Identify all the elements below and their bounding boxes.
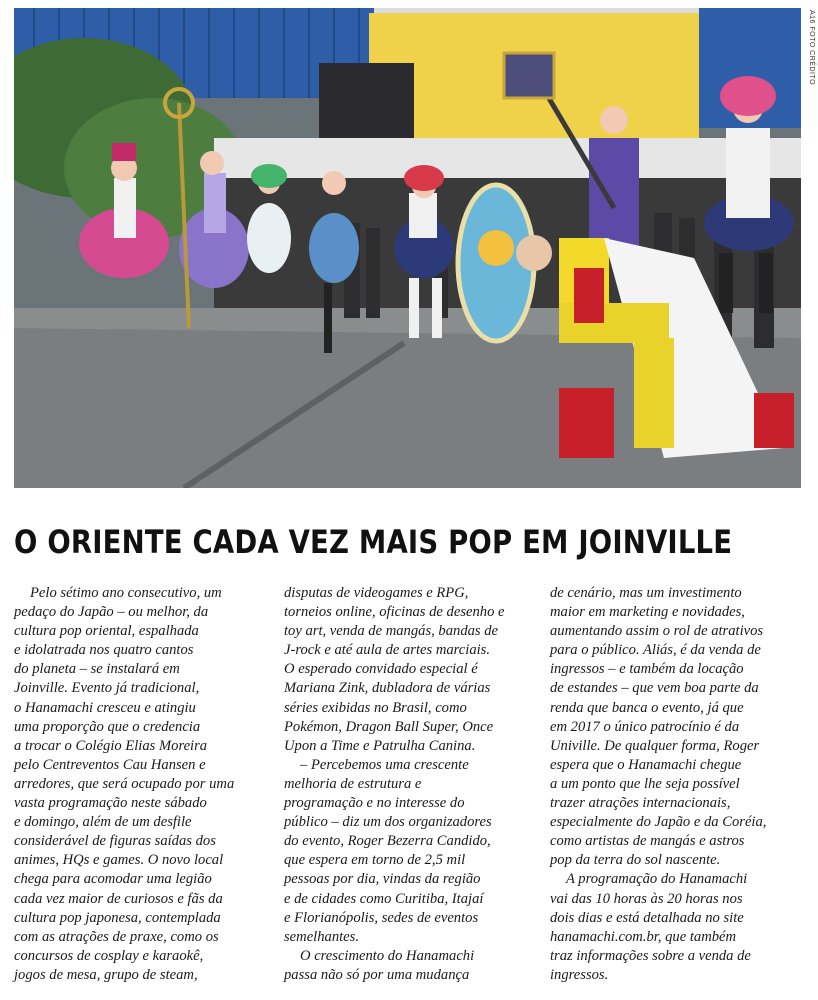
article-line: Mariana Zink, dubladora de várias: [284, 680, 491, 697]
article-line: e de cidades como Curitiba, Itajaí: [284, 890, 484, 907]
article-headline: O ORIENTE CADA VEZ MAIS POP EM JOINVILLE: [14, 523, 733, 561]
article-line: passa não só por uma mudança: [284, 966, 470, 983]
article-line: Upon a Time e Patrulha Canina.: [284, 737, 476, 754]
article-line: pedaço do Japão – ou melhor, da: [14, 604, 209, 621]
article-line: em 2017 o único patrocínio é da: [550, 718, 740, 735]
article-line: semelhantes.: [284, 928, 359, 945]
cosplay-photo-illustration: [14, 8, 801, 488]
article-line: que espera em torno de 2,5 mil: [284, 852, 466, 869]
article-line: trazer atrações internacionais,: [550, 795, 731, 812]
article-line: cultura pop japonesa, contemplada: [14, 909, 221, 926]
article-line: melhoria de estrutura e: [284, 775, 422, 792]
article-line: toy art, venda de mangás, bandas de: [284, 623, 499, 640]
article-line: vasta programação neste sábado: [14, 795, 207, 812]
article-line: do evento, Roger Bezerra Candido,: [284, 833, 491, 850]
article-line: e Florianópolis, sedes de eventos: [284, 909, 479, 926]
article-line: espera que o Hanamachi chegue: [550, 756, 742, 773]
article-line: – Percebemos uma crescente: [300, 756, 469, 773]
article-line: vai das 10 horas às 20 horas nos: [550, 890, 743, 907]
article-line: pessoas por dia, vindas da região: [284, 871, 481, 888]
article-line: uma proporção que o credencia: [14, 718, 201, 735]
article-line: a trocar o Colégio Elias Moreira: [14, 737, 208, 754]
article-line: considerável de figuras saídas dos: [14, 833, 216, 850]
article-line: concursos de cosplay e karaokê,: [14, 947, 204, 964]
article-line: Pokémon, Dragon Ball Super, Once: [284, 718, 494, 735]
article-line: renda que banca o evento, já que: [550, 699, 744, 716]
photo-credit: A16 FOTO CRÉDITO: [808, 10, 815, 86]
article-line: e idolatrada nos quatro cantos: [14, 642, 194, 659]
article-line: ingressos – e também da locação: [550, 661, 744, 678]
article-line: cultura pop oriental, espalhada: [14, 623, 199, 640]
article-line: arredores, que será ocupado por uma: [14, 775, 235, 792]
article-line: dois dias e está detalhada no site: [550, 909, 744, 926]
article-line: Pelo sétimo ano consecutivo, um: [30, 585, 222, 601]
article-line: o Hanamachi cresceu e atingiu: [14, 699, 196, 716]
article-line: pop da terra do sol nascente.: [550, 852, 721, 869]
article-column-1: [14, 584, 270, 985]
article-line: disputas de videogames e RPG,: [284, 585, 469, 601]
article-line: O crescimento do Hanamachi: [300, 947, 475, 964]
article-line: do planeta – se instalará em: [14, 661, 180, 678]
article-line: O esperado convidado especial é: [284, 661, 478, 678]
article-line: J-rock e até aula de artes marciais.: [284, 642, 491, 659]
article-column-2: [284, 584, 540, 985]
article-line: de estandes – que vem boa parte da: [550, 680, 759, 697]
article-line: e domingo, além de um desfile: [14, 814, 192, 831]
article-column-3: [550, 584, 806, 985]
article-line: cada vez maior de curiosos e fãs da: [14, 890, 223, 907]
article-line: A programação do Hanamachi: [566, 871, 748, 888]
article-line: hanamachi.com.br, que também: [550, 928, 737, 945]
article-line: especialmente do Japão e da Coréia,: [550, 814, 767, 831]
article-line: com as atrações de praxe, como os: [14, 928, 219, 945]
article-line: Joinville. Evento já tradicional,: [14, 680, 200, 697]
article-line: a um ponto que lhe seja possível: [550, 775, 740, 792]
article-line: séries exibidas no Brasil, como: [284, 699, 467, 716]
article-line: para o público. Aliás, é da venda de: [550, 642, 761, 659]
article-line: jogos de mesa, grupo de steam,: [14, 966, 198, 983]
article-line: Univille. De qualquer forma, Roger: [550, 737, 760, 754]
article-line: de cenário, mas um investimento: [550, 585, 742, 601]
article-line: chega para acomodar uma legião: [14, 871, 212, 888]
article-line: público – diz um dos organizadores: [284, 814, 492, 831]
article-line: aumentando assim o rol de atrativos: [550, 623, 764, 640]
article-line: como artistas de mangás e astros: [550, 833, 745, 850]
article-line: ingressos.: [550, 966, 609, 983]
article-line: torneios online, oficinas de desenho e: [284, 604, 505, 621]
article-line: pelo Centreventos Cau Hansen e: [14, 756, 206, 773]
cosplay-photo: [14, 8, 801, 488]
article-line: traz informações sobre a venda de: [550, 947, 751, 964]
article-line: programação e no interesse do: [284, 795, 465, 812]
article-line: maior em marketing e novidades,: [550, 604, 745, 621]
article-line: animes, HQs e games. O novo local: [14, 852, 224, 869]
